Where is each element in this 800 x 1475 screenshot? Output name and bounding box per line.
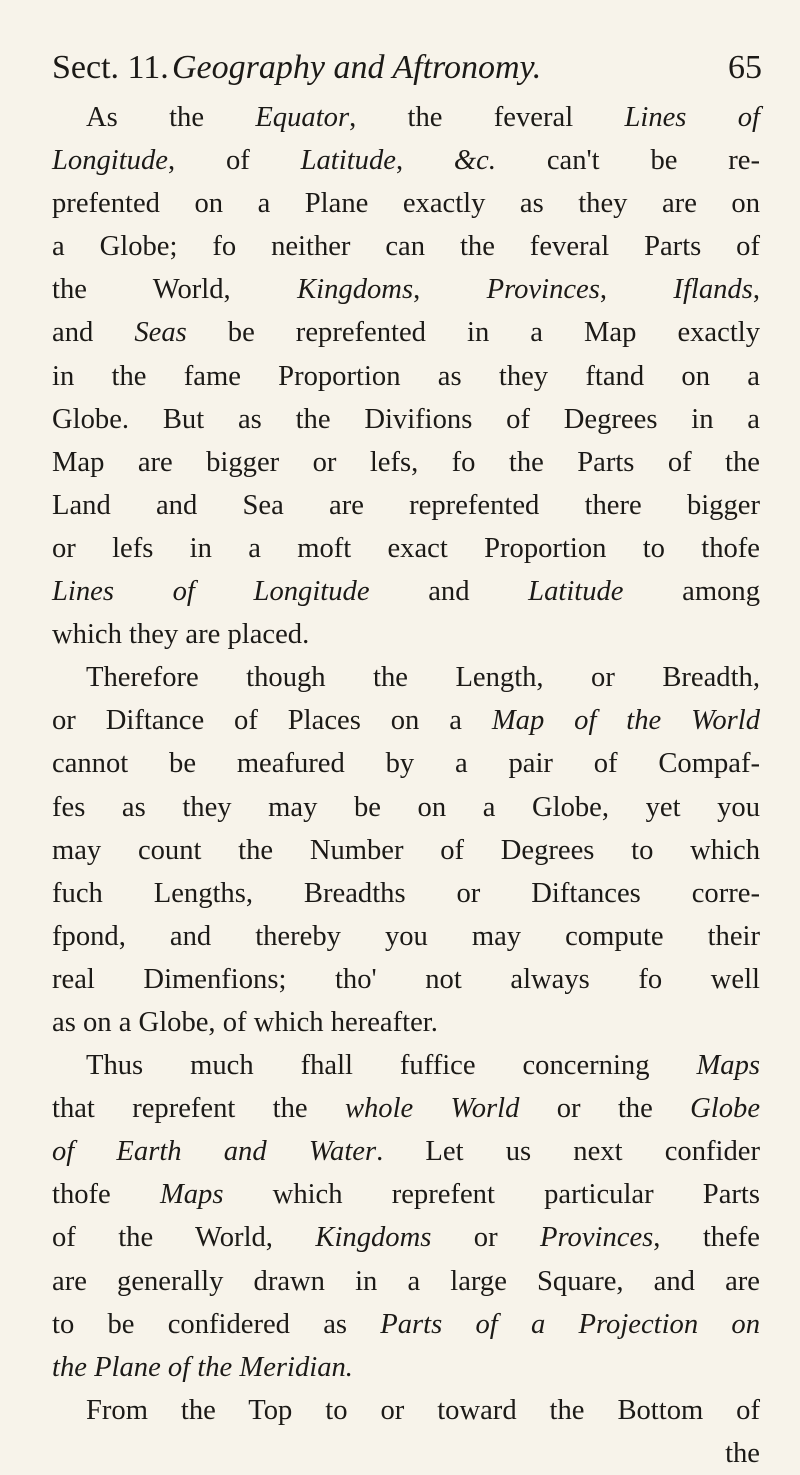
- italic-text: Kingdoms: [315, 1222, 432, 1254]
- text-line: [52, 311, 760, 354]
- text-span: Globe. But as the Divifions of Degrees in a: [52, 403, 760, 435]
- text-span: cannot be meafured by a pair of Compaf-: [52, 748, 760, 780]
- text-line: [52, 872, 760, 915]
- text-span: Therefore though the Length, or Breadth,: [86, 662, 760, 694]
- text-span: are generally drawn in a large Square, and are: [52, 1265, 760, 1297]
- text-span: ,: [599, 274, 674, 306]
- text-line: [52, 613, 760, 656]
- italic-text: Longitude: [52, 145, 168, 177]
- page-number: 65: [728, 49, 762, 86]
- text-span: , the feveral: [349, 102, 625, 133]
- italic-text: of Earth and Water: [52, 1136, 377, 1168]
- text-span: Land and Sea are reprefented there bigger: [52, 489, 760, 521]
- text-span: fpond, and thereby you may compute their: [52, 920, 760, 952]
- text-span: may count the Number of Degrees to which: [52, 834, 760, 866]
- text-span: and: [369, 576, 529, 608]
- text-line: [52, 484, 760, 527]
- italic-text: Provinces: [540, 1222, 654, 1254]
- text-span: fes as they may be on a Globe, yet you: [52, 791, 760, 823]
- text-line: [52, 527, 760, 570]
- italic-text: Iflands: [673, 274, 753, 306]
- italic-text: Globe: [690, 1093, 761, 1125]
- text-span: be reprefented in a Map exactly: [186, 317, 760, 349]
- text-line: [52, 1432, 760, 1475]
- italic-text: &c.: [453, 145, 497, 177]
- text-span: or lefs in a moft exact Proportion to thofe: [52, 532, 760, 564]
- text-span: , of: [167, 145, 301, 177]
- text-line: [52, 786, 760, 829]
- text-line: [52, 398, 760, 441]
- text-span: which they are placed.: [52, 619, 310, 651]
- text-line: [52, 570, 760, 613]
- italic-text: Maps: [159, 1179, 224, 1211]
- text-span: that reprefent the: [52, 1093, 345, 1125]
- italic-text: Latitude: [300, 145, 396, 177]
- text-span: real Dimenfions; tho' not always fo well: [52, 963, 760, 995]
- text-line: [52, 1087, 760, 1130]
- text-line: [52, 1389, 760, 1432]
- italic-text: whole World: [344, 1093, 520, 1125]
- text-span: As the: [86, 102, 256, 133]
- section-number: Sect. 11.: [52, 49, 169, 86]
- text-line: [52, 1303, 760, 1346]
- text-line: [52, 268, 760, 311]
- italic-text: Kingdoms: [297, 274, 414, 306]
- text-span: or: [431, 1222, 540, 1254]
- text-line: [52, 225, 760, 268]
- text-span: among: [623, 576, 760, 608]
- italic-text: Provinces: [486, 274, 600, 306]
- text-line: [52, 1346, 760, 1389]
- text-span: which reprefent particular Parts: [223, 1179, 760, 1211]
- text-line: [52, 355, 760, 398]
- text-span: in the fame Proportion as they ftand on a: [52, 360, 760, 392]
- text-line: [52, 742, 760, 785]
- text-line: [52, 915, 760, 958]
- text-span: , thefe: [653, 1222, 760, 1254]
- text-line: [52, 1001, 760, 1044]
- text-span: of the World,: [52, 1222, 316, 1254]
- text-span: the: [725, 1437, 760, 1469]
- text-span: the World,: [52, 274, 298, 306]
- text-line: [52, 441, 760, 484]
- text-span: can't be re-: [496, 145, 761, 177]
- italic-text: Seas: [134, 317, 187, 349]
- body-text: [52, 96, 760, 1475]
- text-line: [52, 182, 760, 225]
- text-line: [52, 1216, 760, 1259]
- text-line: [52, 656, 760, 699]
- text-span: as on a Globe, of which hereafter.: [52, 1006, 438, 1038]
- text-span: prefented on a Plane exactly as they are on: [52, 188, 760, 220]
- text-span: Map are bigger or lefs, fo the Parts of the: [52, 446, 760, 478]
- text-span: From the Top to or toward the Bottom of: [86, 1394, 760, 1426]
- text-span: or Diftance of Places on a: [52, 705, 492, 737]
- text-line: [52, 139, 760, 182]
- text-span: and: [52, 317, 135, 349]
- text-span: a Globe; fo neither can the feveral Parts of: [52, 231, 760, 263]
- text-span: ,: [752, 274, 761, 306]
- text-line: [52, 1044, 760, 1087]
- text-span: thofe: [52, 1179, 160, 1211]
- text-line: [52, 958, 760, 1001]
- italic-text: Map of the World: [491, 705, 761, 737]
- text-line: [52, 1130, 760, 1173]
- running-title: Geography and Aftronomy.: [172, 49, 542, 86]
- italic-text: Maps: [696, 1050, 760, 1082]
- text-line: [52, 1260, 760, 1303]
- italic-text: Equator: [255, 102, 350, 133]
- text-line: [52, 96, 760, 139]
- text-span: to be confidered as: [52, 1308, 381, 1340]
- text-span: ,: [395, 145, 454, 177]
- running-header: [52, 46, 762, 90]
- text-line: [52, 699, 760, 742]
- text-span: ,: [413, 274, 487, 306]
- text-span: . Let us next confider: [376, 1136, 760, 1168]
- italic-text: Lines of Longitude: [52, 576, 370, 608]
- italic-text: Lines of: [624, 102, 760, 133]
- text-line: [52, 829, 760, 872]
- text-span: or the: [519, 1093, 691, 1125]
- italic-text: the Plane of the Meridian.: [52, 1351, 353, 1383]
- text-line: [52, 1173, 760, 1216]
- italic-text: Latitude: [528, 576, 624, 608]
- italic-text: Parts of a Projection on: [380, 1308, 760, 1340]
- text-span: Thus much fhall fuffice concerning: [86, 1050, 697, 1082]
- text-span: fuch Lengths, Breadths or Diftances corre-: [52, 877, 760, 909]
